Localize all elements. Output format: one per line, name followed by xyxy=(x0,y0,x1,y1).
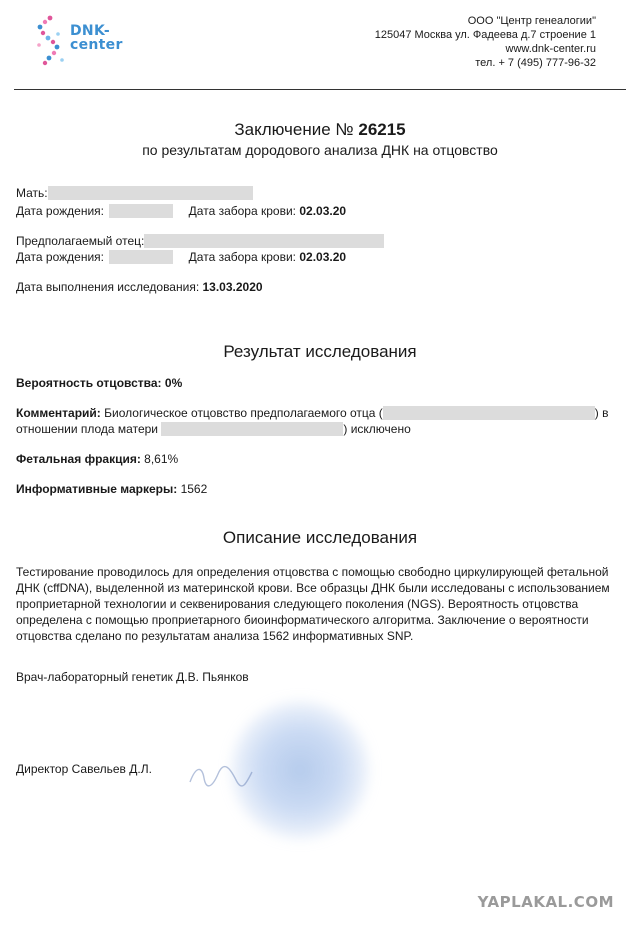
execution-date-row xyxy=(16,280,263,295)
father-label: Предполагаемый отец: xyxy=(16,234,145,248)
mother-name-redaction xyxy=(48,186,253,200)
execution-date-label: Дата выполнения исследования: xyxy=(16,280,200,294)
company-name: ООО "Центр генеалогии" xyxy=(467,15,596,27)
mother-row xyxy=(16,186,253,201)
description-line: определена с помощью проприетарного биоинформатического алгоритма. Заключение о вероятности xyxy=(16,613,589,627)
description-line: Тестирование проводилось для определения отцовства с помощью свободно циркулирующей фетальной xyxy=(16,565,609,579)
description-line: отцовства сделано по результатам анализа 1562 информативных SNP. xyxy=(16,629,414,643)
dna-helix-icon xyxy=(36,12,70,70)
mother-name-comment-redaction xyxy=(161,422,343,436)
mother-dates-row xyxy=(16,204,346,219)
probability-row xyxy=(16,376,182,391)
director-signature-line: Директор Савельев Д.Л. xyxy=(16,762,152,776)
company-info xyxy=(375,14,596,70)
fetal-fraction-label: Фетальная фракция: xyxy=(16,452,141,466)
company-phone: тел. + 7 (495) 777-96-32 xyxy=(475,57,596,69)
mother-blood-label: Дата забора крови: xyxy=(188,204,296,218)
father-blood-date: 02.03.20 xyxy=(299,250,347,264)
comment-text-2: ) в xyxy=(594,406,609,420)
logo-line-1: DNK- xyxy=(70,23,110,39)
description-heading: Описание исследования xyxy=(222,528,418,547)
comment-text-4: ) исключено xyxy=(343,422,411,436)
comment-row-2 xyxy=(16,422,411,437)
probability-value: 0% xyxy=(164,376,183,390)
comment-text-1: Биологическое отцовство предполагаемого отца ( xyxy=(104,406,383,420)
company-address: 125047 Москва ул. Фадеева д.7 строение 1 xyxy=(374,29,596,41)
mother-dob-label: Дата рождения: xyxy=(16,204,104,218)
comment-text-3: отношении плода матери xyxy=(16,422,159,436)
markers-value: 1562 xyxy=(180,482,208,496)
result-heading: Результат исследования xyxy=(223,342,417,361)
document-subtitle: по результатам дородового анализа ДНК на отцовство xyxy=(142,142,498,158)
description-line: проприетарной технологии и секвенирования следующего поколения (NGS). Вероятность отцовства xyxy=(16,597,579,611)
father-name-comment-redaction xyxy=(383,406,595,420)
comment-row-1 xyxy=(16,406,609,421)
mother-label: Мать: xyxy=(16,186,48,200)
markers-row xyxy=(16,482,207,497)
comment-label: Комментарий: xyxy=(16,406,101,420)
mother-dob-redaction xyxy=(109,204,173,218)
markers-label: Информативные маркеры: xyxy=(16,482,178,496)
header-divider xyxy=(14,89,626,90)
execution-date: 13.03.2020 xyxy=(202,280,263,294)
logo-line-2: center xyxy=(70,37,123,53)
father-blood-label: Дата забора крови: xyxy=(188,250,296,264)
document-title xyxy=(0,120,640,140)
mother-blood-date: 02.03.20 xyxy=(299,204,347,218)
description-body xyxy=(16,564,616,644)
father-row xyxy=(16,234,384,249)
probability-label: Вероятность отцовства: xyxy=(16,376,162,390)
fetal-fraction-value: 8,61% xyxy=(144,452,179,466)
dnk-center-logo xyxy=(36,12,146,72)
father-dob-label: Дата рождения: xyxy=(16,250,104,264)
description-line: ДНК (cffDNA), выделенной из материнской крови. Все образцы ДНК были исследованы с использованием xyxy=(16,581,610,595)
title-prefix: Заключение № xyxy=(234,120,354,139)
document-number: 26215 xyxy=(358,120,406,139)
geneticist-signature-line: Врач-лабораторный генетик Д.В. Пьянков xyxy=(16,670,249,684)
fetal-fraction-row xyxy=(16,452,178,467)
company-website: www.dnk-center.ru xyxy=(505,43,596,55)
site-watermark: YAPLAKAL.COM xyxy=(477,893,614,911)
father-dates-row xyxy=(16,250,346,265)
father-name-redaction xyxy=(144,234,384,248)
handwritten-signature xyxy=(186,760,256,790)
father-dob-redaction xyxy=(109,250,173,264)
